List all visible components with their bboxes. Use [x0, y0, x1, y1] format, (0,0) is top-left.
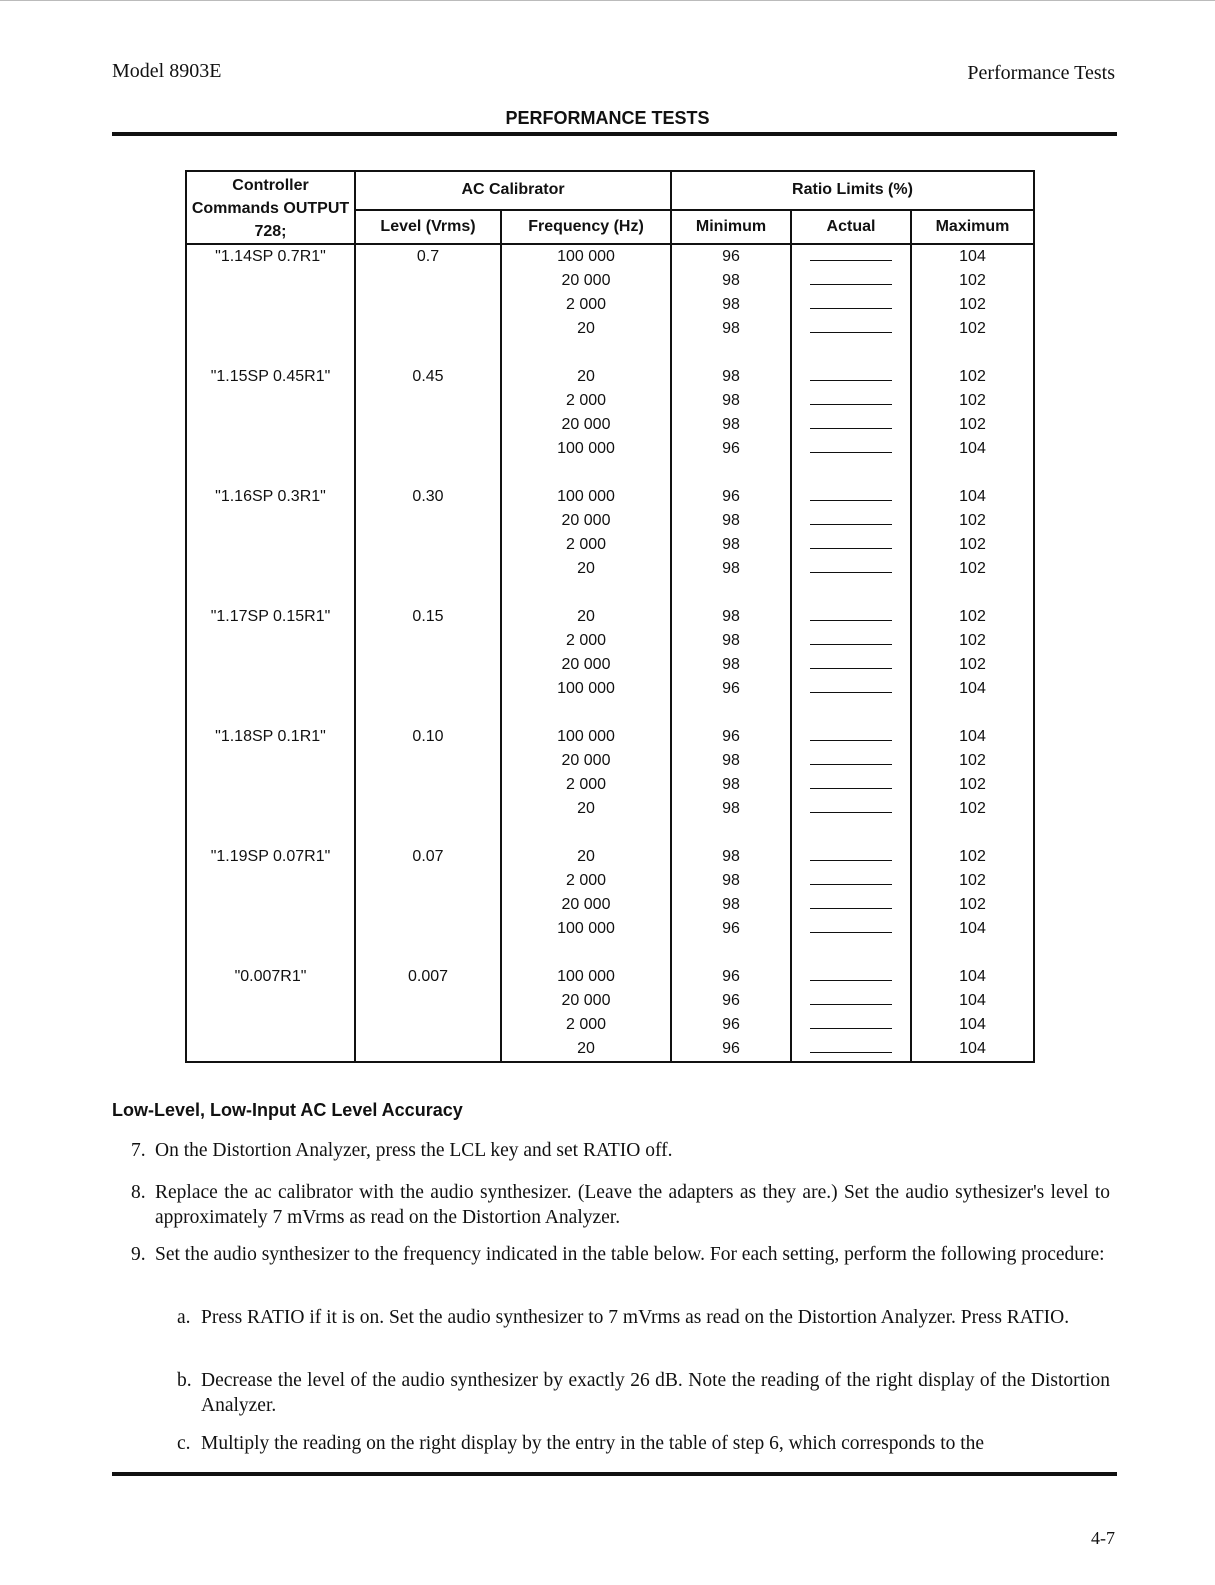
level-cell [355, 869, 501, 893]
actual-entry-blank[interactable] [810, 752, 892, 765]
frequency-cell: 100 000 [501, 244, 671, 269]
actual-cell [791, 629, 911, 653]
actual-entry-blank[interactable] [810, 1016, 892, 1029]
frequency-cell: 100 000 [501, 677, 671, 701]
frequency-cell: 100 000 [501, 917, 671, 941]
frequency-cell: 100 000 [501, 437, 671, 461]
spacer-row [186, 701, 1034, 725]
col-actual: Actual [791, 210, 911, 244]
command-cell [186, 1013, 355, 1037]
actual-cell [791, 653, 911, 677]
frequency-cell: 2 000 [501, 389, 671, 413]
empty-cell [671, 941, 791, 965]
frequency-cell: 20 000 [501, 269, 671, 293]
table-row [186, 893, 1034, 917]
table-row [186, 533, 1034, 557]
top-rule [112, 132, 1117, 136]
substep-text: Decrease the level of the audio synthesizer by exactly 26 dB. Note the reading of the right display of the Distortion Analyzer. [201, 1370, 1110, 1416]
table-row [186, 605, 1034, 629]
actual-cell [791, 965, 911, 989]
empty-cell [355, 341, 501, 365]
actual-cell [791, 677, 911, 701]
maximum-cell: 102 [911, 509, 1034, 533]
frequency-cell: 20 [501, 317, 671, 341]
level-cell: 0.007 [355, 965, 501, 989]
level-cell [355, 1037, 501, 1062]
actual-entry-blank[interactable] [810, 512, 892, 525]
empty-cell [791, 341, 911, 365]
actual-entry-blank[interactable] [810, 320, 892, 333]
maximum-cell: 102 [911, 269, 1034, 293]
actual-entry-blank[interactable] [810, 656, 892, 669]
minimum-cell: 98 [671, 389, 791, 413]
maximum-cell: 104 [911, 437, 1034, 461]
minimum-cell: 98 [671, 773, 791, 797]
table-row [186, 845, 1034, 869]
actual-cell [791, 365, 911, 389]
actual-entry-blank[interactable] [810, 296, 892, 309]
level-cell [355, 797, 501, 821]
minimum-cell: 96 [671, 1037, 791, 1062]
empty-cell [186, 941, 355, 965]
level-cell: 0.15 [355, 605, 501, 629]
level-cell [355, 509, 501, 533]
col-minimum: Minimum [671, 210, 791, 244]
command-cell: "0.007R1" [186, 965, 355, 989]
minimum-cell: 98 [671, 893, 791, 917]
command-cell [186, 269, 355, 293]
actual-cell [791, 605, 911, 629]
frequency-cell: 20 000 [501, 749, 671, 773]
command-cell: "1.18SP 0.1R1" [186, 725, 355, 749]
level-cell: 0.10 [355, 725, 501, 749]
actual-cell [791, 893, 911, 917]
actual-entry-blank[interactable] [810, 920, 892, 933]
command-cell [186, 1037, 355, 1062]
table-row [186, 437, 1034, 461]
maximum-cell: 104 [911, 917, 1034, 941]
minimum-cell: 96 [671, 677, 791, 701]
empty-cell [501, 461, 671, 485]
level-cell [355, 773, 501, 797]
command-cell [186, 677, 355, 701]
command-cell: "1.14SP 0.7R1" [186, 244, 355, 269]
actual-entry-blank[interactable] [810, 728, 892, 741]
minimum-cell: 98 [671, 413, 791, 437]
command-cell [186, 749, 355, 773]
command-cell: "1.16SP 0.3R1" [186, 485, 355, 509]
table-row [186, 677, 1034, 701]
actual-cell [791, 317, 911, 341]
command-cell [186, 557, 355, 581]
maximum-cell: 102 [911, 293, 1034, 317]
actual-entry-blank[interactable] [810, 632, 892, 645]
minimum-cell: 96 [671, 917, 791, 941]
step-text: On the Distortion Analyzer, press the LCL key and set RATIO off. [155, 1140, 673, 1161]
empty-cell [355, 941, 501, 965]
maximum-cell: 102 [911, 557, 1034, 581]
empty-cell [911, 581, 1034, 605]
actual-cell [791, 269, 911, 293]
scan-edge [0, 0, 1215, 1]
section-heading: Low-Level, Low-Input AC Level Accuracy [112, 1100, 463, 1120]
level-cell: 0.7 [355, 244, 501, 269]
empty-cell [791, 461, 911, 485]
frequency-cell: 2 000 [501, 869, 671, 893]
command-cell [186, 653, 355, 677]
spacer-row [186, 941, 1034, 965]
frequency-cell: 20 000 [501, 509, 671, 533]
maximum-cell: 102 [911, 605, 1034, 629]
frequency-cell: 2 000 [501, 533, 671, 557]
actual-entry-blank[interactable] [810, 776, 892, 789]
minimum-cell: 98 [671, 869, 791, 893]
table-row [186, 917, 1034, 941]
empty-cell [671, 581, 791, 605]
ratio-limits-table [185, 170, 1035, 1063]
maximum-cell: 102 [911, 773, 1034, 797]
frequency-cell: 20 000 [501, 989, 671, 1013]
actual-cell [791, 773, 911, 797]
maximum-cell: 102 [911, 749, 1034, 773]
level-cell [355, 269, 501, 293]
table-row [186, 389, 1034, 413]
maximum-cell: 104 [911, 677, 1034, 701]
minimum-cell: 96 [671, 1013, 791, 1037]
frequency-cell: 20 [501, 605, 671, 629]
minimum-cell: 98 [671, 293, 791, 317]
actual-cell [791, 437, 911, 461]
empty-cell [791, 701, 911, 725]
maximum-cell: 102 [911, 317, 1034, 341]
maximum-cell: 104 [911, 1013, 1034, 1037]
empty-cell [911, 821, 1034, 845]
minimum-cell: 98 [671, 317, 791, 341]
actual-cell [791, 1037, 911, 1062]
table-body [186, 244, 1034, 1062]
maximum-cell: 104 [911, 485, 1034, 509]
maximum-cell: 102 [911, 413, 1034, 437]
bottom-rule [112, 1472, 1117, 1476]
level-cell [355, 317, 501, 341]
frequency-cell: 20 [501, 365, 671, 389]
actual-entry-blank[interactable] [810, 248, 892, 261]
spacer-row [186, 341, 1034, 365]
frequency-cell: 20 000 [501, 413, 671, 437]
table-row [186, 509, 1034, 533]
maximum-cell: 104 [911, 965, 1034, 989]
command-cell [186, 389, 355, 413]
empty-cell [911, 341, 1034, 365]
actual-cell [791, 989, 911, 1013]
col-level: Level (Vrms) [355, 210, 501, 244]
command-cell: "1.15SP 0.45R1" [186, 365, 355, 389]
minimum-cell: 98 [671, 845, 791, 869]
substep-text: Press RATIO if it is on. Set the audio synthesizer to 7 mVrms as read on the Distortion Analyzer. Press RATIO. [201, 1307, 1070, 1328]
maximum-cell: 102 [911, 797, 1034, 821]
spacer-row [186, 821, 1034, 845]
level-cell [355, 749, 501, 773]
substep-number: a. [177, 1307, 191, 1328]
frequency-cell: 20 [501, 1037, 671, 1062]
actual-cell [791, 413, 911, 437]
frequency-cell: 2 000 [501, 773, 671, 797]
command-cell [186, 869, 355, 893]
minimum-cell: 98 [671, 605, 791, 629]
empty-cell [671, 461, 791, 485]
empty-cell [671, 821, 791, 845]
maximum-cell: 102 [911, 389, 1034, 413]
page-number: 4-7 [1091, 1528, 1115, 1548]
minimum-cell: 98 [671, 629, 791, 653]
command-cell [186, 797, 355, 821]
command-cell [186, 437, 355, 461]
col-commands: Controller Commands OUTPUT 728; [186, 171, 355, 244]
actual-entry-blank[interactable] [810, 392, 892, 405]
frequency-cell: 2 000 [501, 293, 671, 317]
empty-cell [911, 701, 1034, 725]
command-cell [186, 317, 355, 341]
actual-cell [791, 244, 911, 269]
actual-cell [791, 293, 911, 317]
empty-cell [186, 701, 355, 725]
empty-cell [501, 701, 671, 725]
actual-entry-blank[interactable] [810, 272, 892, 285]
actual-cell [791, 749, 911, 773]
command-cell [186, 293, 355, 317]
actual-cell [791, 725, 911, 749]
step-number: 9. [131, 1244, 146, 1265]
table-row [186, 413, 1034, 437]
empty-cell [671, 341, 791, 365]
substep-number: c. [177, 1433, 191, 1454]
table-row [186, 557, 1034, 581]
minimum-cell: 98 [671, 749, 791, 773]
empty-cell [355, 461, 501, 485]
table-row [186, 989, 1034, 1013]
minimum-cell: 96 [671, 989, 791, 1013]
col-maximum: Maximum [911, 210, 1034, 244]
maximum-cell: 102 [911, 365, 1034, 389]
level-cell [355, 653, 501, 677]
frequency-cell: 100 000 [501, 965, 671, 989]
maximum-cell: 104 [911, 244, 1034, 269]
command-cell [186, 413, 355, 437]
table-row [186, 629, 1034, 653]
col-group-ac-calibrator: AC Calibrator [355, 171, 671, 210]
table-row [186, 869, 1034, 893]
empty-cell [791, 821, 911, 845]
empty-cell [501, 581, 671, 605]
table-row [186, 773, 1034, 797]
empty-cell [911, 941, 1034, 965]
maximum-cell: 102 [911, 653, 1034, 677]
col-group-ratio-limits: Ratio Limits (%) [671, 171, 1034, 210]
level-cell [355, 389, 501, 413]
actual-cell [791, 797, 911, 821]
level-cell [355, 437, 501, 461]
table-row [186, 725, 1034, 749]
command-cell [186, 629, 355, 653]
spacer-row [186, 581, 1034, 605]
maximum-cell: 102 [911, 893, 1034, 917]
actual-entry-blank[interactable] [810, 848, 892, 861]
actual-entry-blank[interactable] [810, 416, 892, 429]
table-row [186, 1013, 1034, 1037]
actual-entry-blank[interactable] [810, 680, 892, 693]
command-cell [186, 893, 355, 917]
substep-number: b. [177, 1370, 192, 1391]
maximum-cell: 102 [911, 533, 1034, 557]
maximum-cell: 102 [911, 869, 1034, 893]
level-cell: 0.07 [355, 845, 501, 869]
step-number: 8. [131, 1182, 146, 1203]
empty-cell [911, 461, 1034, 485]
actual-cell [791, 389, 911, 413]
empty-cell [671, 701, 791, 725]
empty-cell [186, 461, 355, 485]
minimum-cell: 98 [671, 653, 791, 677]
actual-entry-blank[interactable] [810, 872, 892, 885]
command-cell [186, 989, 355, 1013]
empty-cell [186, 341, 355, 365]
actual-cell [791, 485, 911, 509]
actual-entry-blank[interactable] [810, 560, 892, 573]
table-row [186, 293, 1034, 317]
actual-entry-blank[interactable] [810, 992, 892, 1005]
maximum-cell: 104 [911, 1037, 1034, 1062]
actual-cell [791, 917, 911, 941]
step-text: Set the audio synthesizer to the frequency indicated in the table below. For each setting, perform the following procedure: [155, 1244, 1105, 1265]
frequency-cell: 100 000 [501, 485, 671, 509]
actual-entry-blank[interactable] [810, 368, 892, 381]
table-row [186, 1037, 1034, 1062]
table-row [186, 653, 1034, 677]
maximum-cell: 102 [911, 845, 1034, 869]
actual-cell [791, 845, 911, 869]
empty-cell [355, 821, 501, 845]
actual-entry-blank[interactable] [810, 536, 892, 549]
frequency-cell: 2 000 [501, 629, 671, 653]
step-text: Replace the ac calibrator with the audio synthesizer. (Leave the adapters as they are.) Set the audio sythesizer's level to approximately 7 mVrms as read on the Distortion Analyzer. [155, 1182, 1110, 1228]
table-row [186, 749, 1034, 773]
table-row [186, 317, 1034, 341]
maximum-cell: 104 [911, 725, 1034, 749]
actual-cell [791, 557, 911, 581]
step-number: 7. [131, 1140, 146, 1161]
table-row [186, 965, 1034, 989]
level-cell [355, 413, 501, 437]
empty-cell [791, 941, 911, 965]
frequency-cell: 20 [501, 797, 671, 821]
minimum-cell: 98 [671, 557, 791, 581]
table-row [186, 365, 1034, 389]
actual-entry-blank[interactable] [810, 440, 892, 453]
level-cell: 0.30 [355, 485, 501, 509]
command-cell: "1.17SP 0.15R1" [186, 605, 355, 629]
level-cell [355, 293, 501, 317]
empty-cell [355, 701, 501, 725]
empty-cell [186, 581, 355, 605]
empty-cell [355, 581, 501, 605]
command-cell [186, 533, 355, 557]
actual-cell [791, 869, 911, 893]
level-cell [355, 989, 501, 1013]
minimum-cell: 96 [671, 725, 791, 749]
empty-cell [501, 941, 671, 965]
actual-entry-blank[interactable] [810, 896, 892, 909]
actual-entry-blank[interactable] [810, 968, 892, 981]
actual-entry-blank[interactable] [810, 1040, 892, 1053]
minimum-cell: 96 [671, 244, 791, 269]
frequency-cell: 20 [501, 557, 671, 581]
minimum-cell: 98 [671, 533, 791, 557]
empty-cell [501, 341, 671, 365]
minimum-cell: 96 [671, 485, 791, 509]
level-cell [355, 533, 501, 557]
frequency-cell: 20 [501, 845, 671, 869]
spacer-row [186, 461, 1034, 485]
maximum-cell: 102 [911, 629, 1034, 653]
actual-entry-blank[interactable] [810, 488, 892, 501]
command-cell [186, 509, 355, 533]
frequency-cell: 20 000 [501, 893, 671, 917]
command-cell [186, 773, 355, 797]
running-header-right: Performance Tests [967, 62, 1115, 84]
table-row [186, 797, 1034, 821]
substep-text: Multiply the reading on the right display by the entry in the table of step 6, which corresponds to the [201, 1433, 985, 1454]
actual-entry-blank[interactable] [810, 800, 892, 813]
level-cell [355, 557, 501, 581]
level-cell [355, 629, 501, 653]
command-cell [186, 917, 355, 941]
empty-cell [501, 821, 671, 845]
level-cell [355, 893, 501, 917]
table-row [186, 244, 1034, 269]
page-title: PERFORMANCE TESTS [505, 108, 710, 128]
frequency-cell: 20 000 [501, 653, 671, 677]
frequency-cell: 100 000 [501, 725, 671, 749]
minimum-cell: 98 [671, 269, 791, 293]
minimum-cell: 98 [671, 365, 791, 389]
level-cell: 0.45 [355, 365, 501, 389]
actual-entry-blank[interactable] [810, 608, 892, 621]
command-cell: "1.19SP 0.07R1" [186, 845, 355, 869]
maximum-cell: 104 [911, 989, 1034, 1013]
frequency-cell: 2 000 [501, 1013, 671, 1037]
minimum-cell: 96 [671, 437, 791, 461]
minimum-cell: 98 [671, 509, 791, 533]
actual-cell [791, 1013, 911, 1037]
col-frequency: Frequency (Hz) [501, 210, 671, 244]
level-cell [355, 1013, 501, 1037]
running-header-left: Model 8903E [112, 60, 222, 82]
minimum-cell: 96 [671, 965, 791, 989]
table-row [186, 485, 1034, 509]
level-cell [355, 917, 501, 941]
empty-cell [791, 581, 911, 605]
minimum-cell: 98 [671, 797, 791, 821]
actual-cell [791, 533, 911, 557]
level-cell [355, 677, 501, 701]
empty-cell [186, 821, 355, 845]
actual-cell [791, 509, 911, 533]
table-row [186, 269, 1034, 293]
